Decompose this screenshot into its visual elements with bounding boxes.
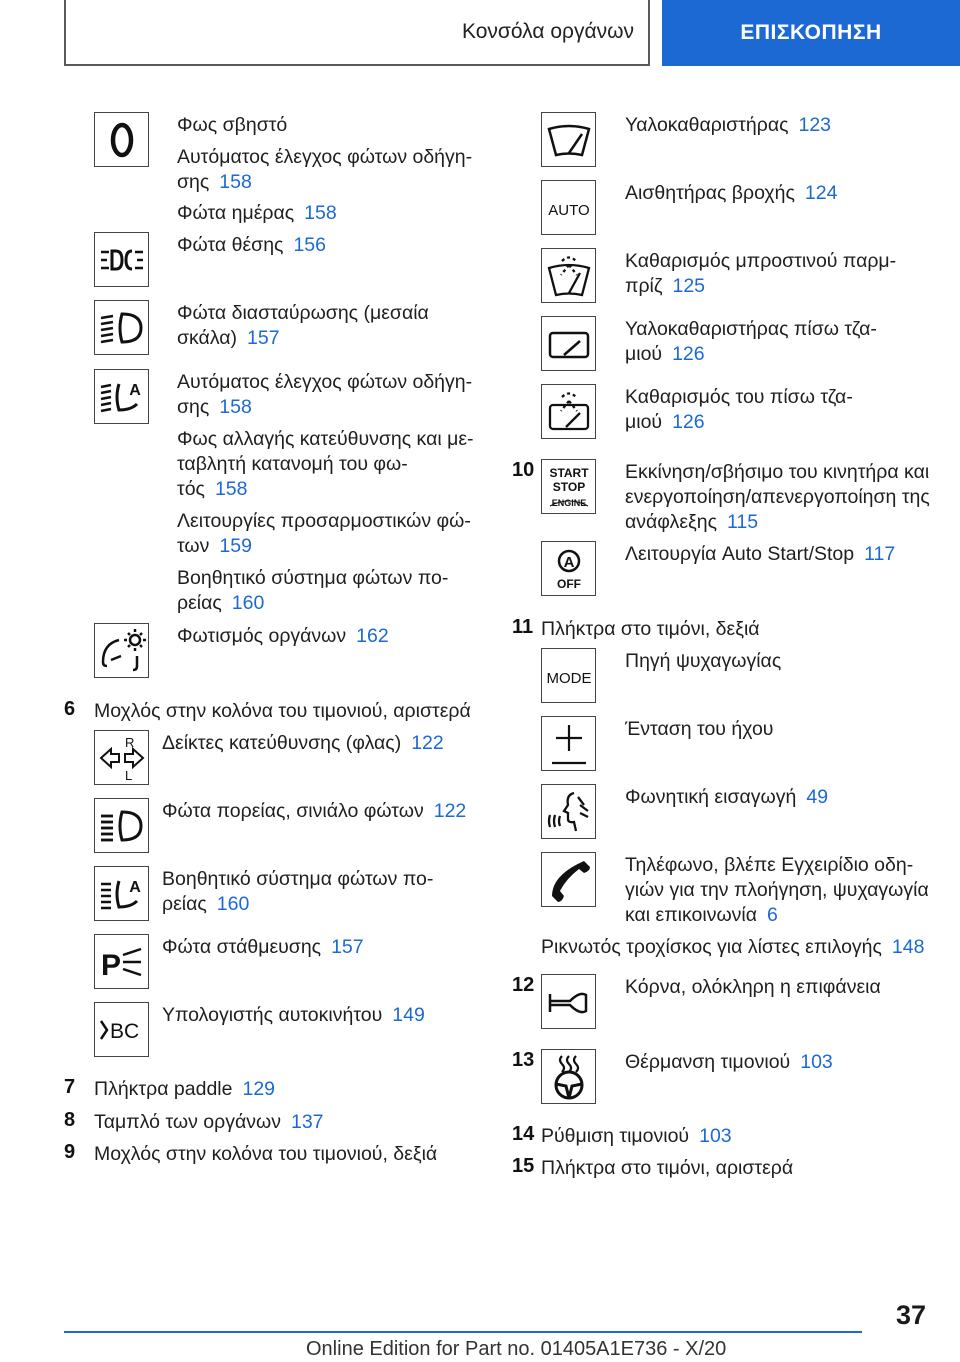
turn-signal-icon [94, 730, 149, 785]
phone-line2: γιών για την πλοήγηση, ψυχαγωγία [625, 879, 929, 901]
auto2-line1: Αυτόματος έλεγχος φώτων οδήγη- [177, 371, 473, 393]
assist-b-line1: Βοηθητικό σύστημα φώτων πο- [162, 868, 434, 890]
low-beam-line2: σκάλα) 157 [177, 327, 280, 349]
page-ref[interactable]: 126 [672, 343, 705, 365]
page-ref[interactable]: 156 [293, 234, 326, 256]
item7-label: Πλήκτρα paddle 129 [94, 1078, 276, 1100]
item-number: 11 [512, 616, 534, 638]
item-number: 13 [512, 1049, 535, 1071]
item11-label: Πλήκτρα στο τιμόνι, δεξιά [541, 618, 760, 640]
page-ref[interactable]: 6 [767, 904, 778, 926]
item-number: 8 [64, 1109, 76, 1131]
footer-divider [64, 1331, 862, 1333]
voice-input-icon [541, 784, 596, 839]
page-ref[interactable]: 117 [864, 543, 896, 565]
page-ref[interactable]: 124 [804, 182, 838, 204]
item-number: 12 [512, 974, 535, 996]
item-number: 14 [512, 1123, 535, 1145]
item14-label: Ρύθμιση τιμονιού 103 [541, 1125, 732, 1147]
svg-text:BC: BC [109, 1019, 139, 1043]
parking-light-2-label: Φώτα στάθμευσης 157 [162, 936, 364, 958]
instrument-lighting-icon [94, 623, 149, 678]
page-ref[interactable]: 158 [214, 478, 248, 500]
phone-icon [541, 852, 596, 907]
thumbwheel-label: Ρικνωτός τροχίσκος για λίστες επιλογής 148 [541, 936, 925, 958]
page-ref[interactable]: 129 [242, 1078, 276, 1100]
auto-light-line1: Αυτόματος έλεγχος φώτων οδήγη- [177, 146, 473, 168]
board-computer-icon [94, 1002, 149, 1057]
parking-light-label: Φώτα θέσης 156 [177, 234, 326, 256]
rear-wiper-line1: Υαλοκαθαριστήρας πίσω τζα- [625, 318, 877, 340]
adaptive-line2: ταβλητή κατανομή του φω- [177, 453, 408, 475]
item-number: 7 [64, 1076, 76, 1098]
page-ref[interactable]: 49 [806, 786, 829, 808]
item-number: 15 [512, 1155, 535, 1177]
adaptfunc-line1: Λειτουργίες προσαρμοστικών φώ- [177, 510, 471, 532]
page-ref[interactable]: 158 [304, 202, 337, 224]
page-ref[interactable]: 157 [247, 327, 280, 349]
rear-washer-icon [541, 384, 596, 439]
rear-wiper-icon [541, 316, 596, 371]
autostart-label: Λειτουργία Auto Start/Stop 117 [625, 543, 896, 565]
voice-label: Φωνητική εισαγωγή 49 [625, 786, 829, 808]
horn-icon [541, 974, 596, 1029]
page-ref[interactable]: 149 [392, 1004, 425, 1026]
wiper-icon [541, 112, 596, 167]
page-ref[interactable]: 160 [216, 893, 250, 915]
source-label: Πηγή ψυχαγωγίας [625, 650, 782, 672]
high-beam-icon [94, 798, 149, 853]
page-ref[interactable]: 162 [356, 625, 389, 647]
lights-off-icon [94, 112, 149, 167]
svg-text:A: A [128, 878, 141, 896]
turn-signal-label: Δείκτες κατεύθυνσης (φλας) 122 [162, 732, 444, 754]
item6-label: Μοχλός στην κολόνα του τιμονιού, αριστερά [94, 700, 471, 722]
adaptive-line3: τός 158 [177, 478, 248, 500]
assist-line2: ρείας 160 [177, 592, 265, 614]
svg-text:P: P [100, 948, 121, 982]
windscreen-washer-icon [541, 248, 596, 303]
start-stop-icon [541, 459, 596, 514]
page-ref[interactable]: 157 [331, 936, 364, 958]
item-number: 10 [512, 459, 535, 481]
page-ref[interactable]: 123 [798, 114, 832, 136]
svg-text:START: START [548, 465, 589, 480]
svg-text:L: L [124, 767, 132, 783]
page-ref[interactable]: 137 [290, 1111, 324, 1133]
svg-text:R: R [124, 734, 134, 750]
parking-lights-icon [94, 232, 149, 287]
mode-icon [541, 648, 596, 703]
computer-label: Υπολογιστής αυτοκινήτου 149 [162, 1004, 425, 1026]
page-ref[interactable]: 122 [433, 800, 467, 822]
page-ref[interactable]: 148 [891, 936, 925, 958]
page-ref[interactable]: 103 [800, 1051, 833, 1073]
auto-headlight-icon [94, 369, 149, 424]
item9-label: Μοχλός στην κολόνα του τιμονιού, δεξιά [94, 1143, 438, 1165]
svg-text:MODE: MODE [546, 669, 591, 687]
item8-label: Ταμπλό των οργάνων 137 [94, 1111, 324, 1133]
washer-line2: πρίζ 125 [625, 275, 706, 297]
start-line3: ανάφλεξης 115 [625, 511, 759, 533]
svg-text:A: A [563, 553, 574, 571]
high-beam-label: Φώτα πορείας, σινιάλο φώτων 122 [162, 800, 467, 822]
low-beam-icon [94, 300, 149, 355]
volume-plus-icon [541, 716, 596, 771]
page-ref[interactable]: 158 [219, 171, 252, 193]
svg-text:A: A [128, 381, 141, 399]
phone-line1: Τηλέφωνο, βλέπε Εγχειρίδιο οδη- [625, 854, 914, 876]
svg-text:OFF: OFF [556, 576, 581, 591]
page-ref[interactable]: 122 [411, 732, 444, 754]
low-beam-line1: Φώτα διασταύρωσης (μεσαία [177, 302, 429, 324]
item-number: 6 [64, 698, 76, 720]
page-ref[interactable]: 103 [699, 1125, 732, 1147]
instr-light-label: Φωτισμός οργάνων 162 [177, 625, 389, 647]
auto-start-stop-icon [541, 541, 596, 596]
horn-label: Κόρνα, ολόκληρη η επιφάνεια [625, 976, 881, 998]
phone-line3: και επικοινωνία 6 [625, 904, 778, 926]
lights-off-label: Φως σβηστό [177, 114, 288, 136]
adaptive-line1: Φως αλλαγής κατεύθυνσης και με- [177, 428, 474, 450]
header-tab-overview[interactable]: ΕΠΙΣΚΟΠΗΣΗ [662, 0, 960, 66]
wiper-label: Υαλοκαθαριστήρας 123 [625, 114, 832, 136]
parking-light-p-icon [94, 934, 149, 989]
start-line2: ενεργοποίηση/απενεργοποίηση της [625, 486, 930, 508]
start-line1: Εκκίνηση/σβήσιμο του κινητήρα και [625, 461, 930, 483]
svg-text:ENGINE: ENGINE [551, 497, 586, 508]
high-beam-assist-icon [94, 866, 149, 921]
page-ref[interactable]: 160 [231, 592, 265, 614]
rear-washer-line2: μιού 126 [625, 411, 705, 433]
assist-line1: Βοηθητικό σύστημα φώτων πο- [177, 567, 449, 589]
page-ref[interactable]: 126 [672, 411, 705, 433]
page-number: 37 [895, 1300, 926, 1330]
auto2-line2: σης 158 [177, 396, 252, 418]
svg-text:STOP: STOP [552, 479, 585, 494]
assist-b-line2: ρείας 160 [162, 893, 250, 915]
page-ref[interactable]: 115 [727, 511, 759, 533]
auto-light-line2: σης 158 [177, 171, 252, 193]
rain-sensor-icon [541, 180, 596, 235]
page-ref[interactable]: 158 [219, 396, 252, 418]
page-ref[interactable]: 159 [219, 535, 252, 557]
item15-label: Πλήκτρα στο τιμόνι, αριστερά [541, 1157, 794, 1179]
washer-line1: Καθαρισμός μπροστινού παρμ- [625, 250, 897, 272]
heating-label: Θέρμανση τιμονιού 103 [625, 1051, 833, 1073]
rear-washer-line1: Καθαρισμός του πίσω τζα- [625, 386, 853, 408]
adaptfunc-line2: των 159 [177, 535, 252, 557]
item-number: 9 [64, 1141, 76, 1163]
daylight-label: Φώτα ημέρας 158 [177, 202, 337, 224]
rear-wiper-line2: μιού 126 [625, 343, 705, 365]
page-ref[interactable]: 125 [672, 275, 706, 297]
volume-label: Ένταση του ήχου [625, 718, 774, 740]
header-section-title: Κονσόλα οργάνων [64, 0, 650, 66]
rain-sensor-label: Αισθητήρας βροχής 124 [625, 182, 838, 204]
svg-text:AUTO: AUTO [547, 201, 590, 219]
steering-heating-icon [541, 1049, 596, 1104]
footer-edition: Online Edition for Part no. 01405A1E736 - X/20 [306, 1338, 727, 1360]
